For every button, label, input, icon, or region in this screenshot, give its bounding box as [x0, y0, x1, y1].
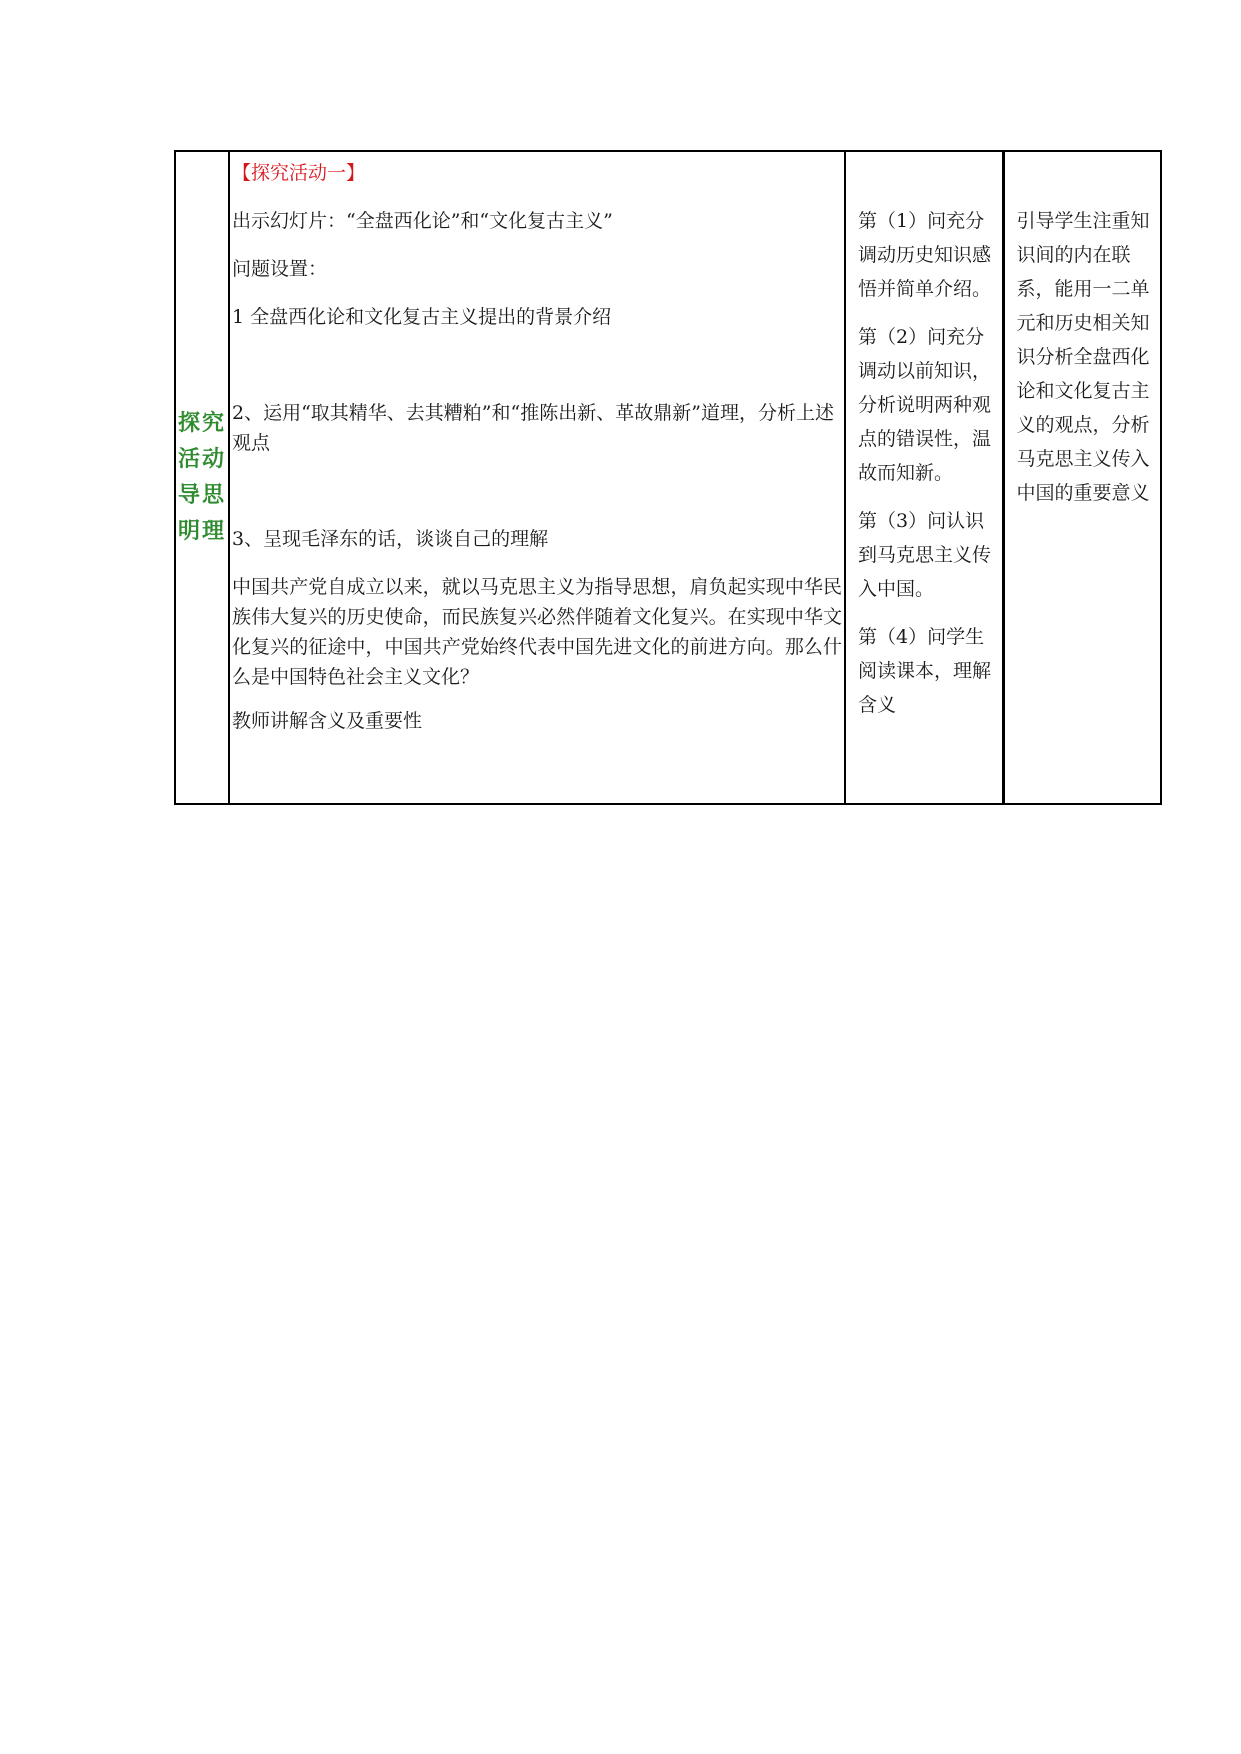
section-label: 探究活动导思明理: [178, 410, 227, 544]
student-activity-item: 第（3）问认识到马克思主义传入中国。: [858, 510, 992, 600]
teacher-note: 教师讲解含义及重要性: [232, 710, 423, 732]
section-label-cell: [175, 151, 229, 804]
student-activity-cell: [845, 151, 1003, 804]
design-intent-text: 引导学生注重知识间的内在联系，能用一二单元和历史相关知识分析全盘西化论和文化复古主义的观点，分析马克思主义传入中国的重要意义: [1016, 210, 1150, 504]
question-1: 1 全盘西化论和文化复古主义提出的背景介绍: [232, 306, 612, 328]
student-activity-item: 第（4）问学生阅读课本，理解含义: [858, 626, 992, 716]
activity-content-cell: [229, 151, 845, 804]
table-row: [175, 151, 1161, 804]
student-activity-item: 第（2）问充分调动以前知识，分析说明两种观点的错误性，温故而知新。: [858, 326, 992, 484]
design-intent-cell: [1003, 151, 1161, 804]
lesson-plan-table: [174, 150, 1162, 805]
passage-text: 中国共产党自成立以来，就以马克思主义为指导思想，肩负起实现中华民族伟大复兴的历史使命，而民族复兴必然伴随着文化复兴。在实现中华文化复兴的征途中，中国共产党始终代表中国先进文化的前进方向。那么什么是中国特色社会主义文化？: [232, 576, 842, 688]
questions-heading: 问题设置：: [232, 258, 328, 280]
question-2: 2、运用“取其精华、去其糟粕”和“推陈出新、革故鼎新”道理，分析上述观点: [232, 402, 834, 454]
activity-title: 【探究活动一】: [232, 162, 366, 184]
student-activity-item: 第（1）问充分调动历史知识感悟并简单介绍。: [858, 210, 992, 300]
question-3: 3、呈现毛泽东的话，谈谈自己的理解: [232, 528, 549, 550]
slide-text: 出示幻灯片：“全盘西化论”和“文化复古主义”: [232, 210, 613, 232]
